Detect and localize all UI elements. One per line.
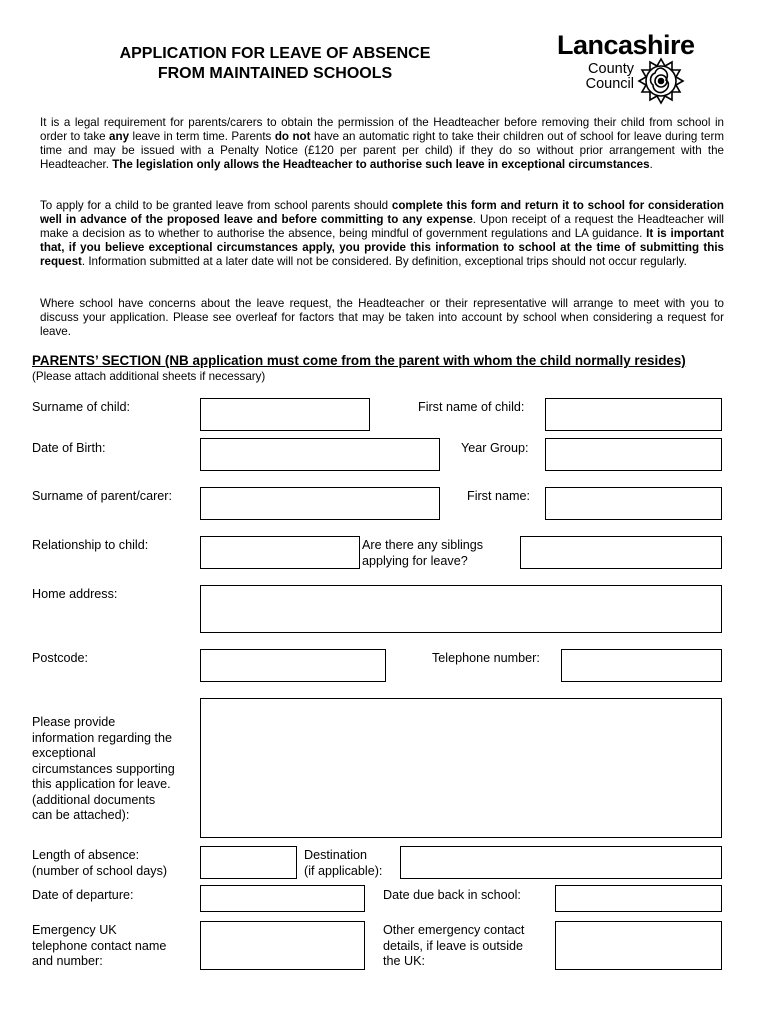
destination-label-2: (if applicable):	[304, 863, 383, 878]
section-subtitle: (Please attach additional sheets if necessary)	[32, 370, 266, 383]
relationship-label: Relationship to child:	[32, 538, 149, 552]
surname-parent-label: Surname of parent/carer:	[32, 489, 173, 503]
circumstances-label-2: information regarding the	[32, 730, 173, 745]
destination-label	[304, 848, 382, 879]
p1-text-g: .	[649, 158, 653, 171]
departure-label: Date of departure:	[32, 888, 134, 902]
circumstances-textarea[interactable]	[200, 698, 722, 838]
p1-text-c: leave in term time. Parents	[129, 130, 275, 143]
other-emergency-input[interactable]	[555, 921, 722, 970]
p2-bold-important: It is important that, if you believe exceptional circumstances apply, you provide this information to school at the time of submitting this request	[40, 227, 725, 268]
logo-subtitle	[578, 62, 634, 92]
surname-child-label: Surname of child:	[32, 400, 131, 414]
title-line-2: FROM MAINTAINED SCHOOLS	[157, 65, 393, 82]
dob-input[interactable]	[200, 438, 440, 471]
circumstances-label-6: (additional documents	[32, 792, 156, 807]
surname-parent-input[interactable]	[200, 487, 440, 520]
circumstances-label-3: exceptional	[32, 746, 96, 760]
destination-input[interactable]	[400, 846, 722, 879]
other-emergency-label	[383, 923, 524, 970]
first-name-label: First name:	[467, 489, 530, 503]
destination-label-1: Destination	[304, 848, 368, 862]
length-input[interactable]	[200, 846, 297, 879]
section-title: PARENTS’ SECTION (NB application must come from the parent with whom the child normally resides)	[32, 353, 686, 368]
page-title	[70, 44, 480, 84]
circumstances-label-1: Please provide	[32, 715, 116, 729]
due-back-label: Date due back in school:	[383, 888, 521, 902]
circumstances-label-7: can be attached):	[32, 808, 130, 822]
other-emergency-label-2: details, if leave is outside	[383, 938, 524, 953]
home-address-label: Home address:	[32, 587, 118, 601]
dob-label: Date of Birth:	[32, 441, 106, 455]
telephone-input[interactable]	[561, 649, 722, 682]
emergency-uk-label-2: telephone contact name	[32, 938, 167, 953]
p1-text-e: have an automatic right to take their children out of school for leave during term time and may be issued with a Penalty Notice (£120 per parent per child) if they do so without prior arrangement with the Headteacher.	[40, 130, 724, 171]
p2-bold-complete: complete this form and return it to school for consideration well in advance of the proposed leave and before committing to any expense	[40, 199, 725, 226]
emergency-uk-label-3: and number:	[32, 954, 103, 968]
p1-bold-legislation: The legislation only allows the Headteacher to authorise such leave in exceptional circumstances	[112, 158, 650, 171]
siblings-label-1: Are there any siblings	[362, 538, 484, 552]
siblings-label	[362, 538, 483, 569]
departure-input[interactable]	[200, 885, 365, 912]
other-emergency-label-3: the UK:	[383, 954, 425, 968]
p2-text-e: . Information submitted at a later date will not be considered. By definition, exceptional trips should not occur regularly.	[81, 255, 687, 268]
due-back-input[interactable]	[555, 885, 722, 912]
year-group-input[interactable]	[545, 438, 722, 471]
length-label	[32, 848, 167, 879]
first-name-child-input[interactable]	[545, 398, 722, 431]
circumstances-label	[32, 715, 175, 824]
p2-text-a: To apply for a child to be granted leave from school parents should	[40, 199, 392, 212]
other-emergency-label-1: Other emergency contact	[383, 923, 525, 937]
p1-text-a: It is a legal requirement for parents/carers to obtain the permission of the Headteacher before removing their child from school in order to take	[40, 116, 724, 143]
logo-sub-2: Council	[585, 76, 634, 92]
intro-paragraph-1	[40, 116, 724, 172]
emergency-uk-label	[32, 923, 166, 970]
surname-child-input[interactable]	[200, 398, 370, 431]
siblings-input[interactable]	[520, 536, 722, 569]
p2-text-c: . Upon receipt of a request the Headteacher will make a decision as to whether to authorise the absence, being mindful of government regulations and LA guidance.	[40, 213, 724, 240]
postcode-input[interactable]	[200, 649, 386, 682]
home-address-input[interactable]	[200, 585, 722, 633]
title-line-1: APPLICATION FOR LEAVE OF ABSENCE	[119, 45, 431, 62]
first-name-input[interactable]	[545, 487, 722, 520]
postcode-label: Postcode:	[32, 651, 89, 665]
relationship-input[interactable]	[200, 536, 360, 569]
length-label-1: Length of absence:	[32, 848, 140, 862]
red-rose-icon	[636, 56, 686, 106]
intro-paragraph-3: Where school have concerns about the leave request, the Headteacher or their representative will arrange to meet with you to discuss your application. Please see overleaf for factors that may be taken into account by school when considering a request for leave.	[40, 297, 724, 338]
logo-sub-1: County	[588, 61, 634, 77]
emergency-uk-input[interactable]	[200, 921, 365, 970]
length-label-2: (number of school days)	[32, 863, 168, 878]
year-group-label: Year Group:	[461, 441, 529, 455]
telephone-label: Telephone number:	[432, 651, 540, 665]
circumstances-label-4: circumstances supporting	[32, 761, 175, 776]
logo-wordmark: Lancashire	[557, 30, 695, 60]
circumstances-label-5: this application for leave.	[32, 777, 171, 791]
intro-paragraph-2	[40, 199, 724, 269]
emergency-uk-label-1: Emergency UK	[32, 923, 117, 937]
p1-bold-do-not: do not	[274, 130, 311, 143]
p1-bold-any: any	[109, 130, 130, 143]
first-name-child-label: First name of child:	[418, 400, 525, 414]
siblings-label-2: applying for leave?	[362, 553, 468, 568]
